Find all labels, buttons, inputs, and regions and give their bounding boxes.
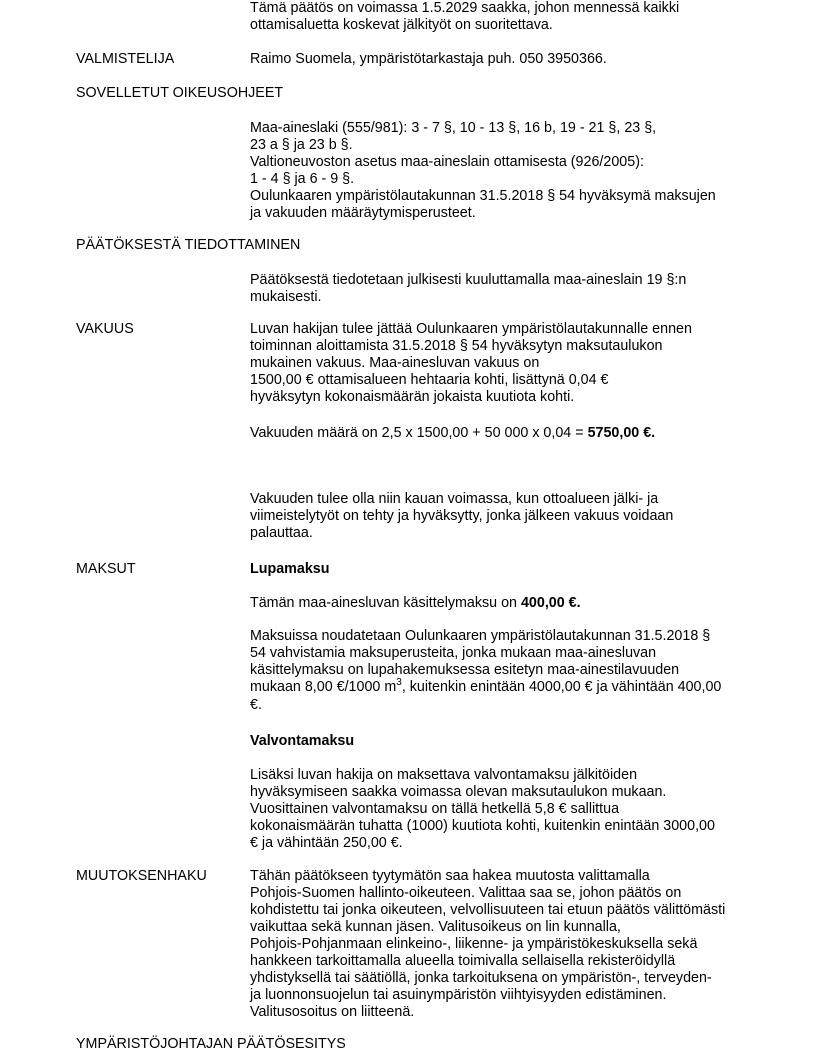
tiedottaminen-line: Päätöksestä tiedotetaan julkisesti kuuluttamalla maa-aineslain 19 §:n [250,272,687,288]
valvontamaksu-line: € ja vähintään 250,00 €. [250,835,403,851]
unit-text: mukaan 8,00 €/1000 m [250,679,397,695]
sovelletut-line: Valtioneuvoston asetus maa-aineslain ottamisesta (926/2005): [250,154,644,170]
tiedottaminen-paragraph [250,272,750,306]
valvontamaksu-paragraph [250,767,750,852]
lupamaksu-line: 54 vahvistamia maksuperusteita, jonka mukaan maa-ainesluvan [250,645,657,661]
vakuus-amount [250,425,750,442]
muutoksenhaku-line: Pohjois-Pohjanmaan elinkeino-, liikenne- ja ympäristökeskuksella sekä [250,936,698,952]
vakuus-paragraph-1 [250,321,750,406]
sovelletut-line: Oulunkaaren ympäristölautakunnan 31.5.2018 § 54 hyväksymä maksujen [250,188,716,204]
lupamaksu-line: €. [250,697,262,713]
vakuus-line: mukainen vakuus. Maa-ainesluvan vakuus on [250,355,540,371]
limit-text: , kuitenkin enintään 4000,00 € ja vähintään 400,00 [401,679,722,695]
vakuus-line: palauttaa. [250,525,313,541]
lupamaksu-fee-value: 400,00 €. [520,595,581,611]
section-label-maksut: MAKSUT [76,561,136,577]
vakuus-amount-text: Vakuuden määrä on 2,5 x 1500,00 + 50 000 x 0,04 = [250,425,588,441]
sovelletut-line: Maa-aineslaki (555/981): 3 - 7 §, 10 - 13 §, 16 b, 19 - 21 §, 23 §, [250,120,657,136]
muutoksenhaku-line: ja luonnonsuojelun tai asuinympäristön viihtyisyyden edistäminen. [250,987,667,1003]
superscript: 3 [396,677,402,688]
section-label-paatosesitys: YMPÄRISTÖJOHTAJAN PÄÄTÖSESITYS [76,1036,346,1052]
muutoksenhaku-line: kohdistettu tai jonka oikeuteen, velvollisuuteen tai etuun päätös välittömästi [250,902,726,918]
lupamaksu-line: Maksuissa noudatetaan Oulunkaaren ympäristölautakunnan 31.5.2018 § [250,628,711,644]
valvontamaksu-heading: Valvontamaksu [250,733,355,749]
section-label-tiedottaminen: PÄÄTÖKSESTÄ TIEDOTTAMINEN [76,237,301,253]
intro-line: Tämä päätös on voimassa 1.5.2029 saakka, johon mennessä kaikki [250,0,680,16]
lupamaksu-line: käsittelymaksu on lupahakemuksessa esitetyn maa-ainestilavuuden [250,662,680,678]
vakuus-amount-value: 5750,00 €. [587,425,656,441]
intro-line: ottamisaluetta koskevat jälkityöt on suoritettava. [250,17,553,33]
vakuus-line: 1500,00 € ottamisalueen hehtaaria kohti, lisättynä 0,04 € [250,372,609,388]
sovelletut-line: ja vakuuden määräytymisperusteet. [250,205,476,221]
vakuus-line: viimeistelytyöt on tehty ja hyväksytty, jonka jälkeen vakuus voidaan [250,508,674,524]
muutoksenhaku-line: Valitusosoitus on liitteenä. [250,1004,415,1020]
lupamaksu-fee-text: Tämän maa-ainesluvan käsittelymaksu on [250,595,521,611]
muutoksenhaku-line: Pohjois-Suomen hallinto-oikeuteen. Valittaa saa se, johon päätös on [250,885,682,901]
lupamaksu-paragraph [250,628,750,714]
muutoksenhaku-line: yhdistyksellä tai säätiöllä, jonka tarkoituksena on ympäristön-, terveyden- [250,970,712,986]
vakuus-line: Luvan hakijan tulee jättää Oulunkaaren ympäristölautakunnalle ennen [250,321,692,337]
vakuus-paragraph-3 [250,491,750,542]
sovelletut-line: 23 a § ja 23 b §. [250,137,353,153]
sovelletut-paragraph [250,120,750,222]
valvontamaksu-line: Lisäksi luvan hakija on maksettava valvontamaksu jälkitöiden [250,767,638,783]
vakuus-line: toiminnan aloittamista 31.5.2018 § 54 hyväksytyn maksutaulukon [250,338,663,354]
section-label-muutoksenhaku: MUUTOKSENHAKU [76,868,207,884]
intro-paragraph [250,0,750,34]
muutoksenhaku-line: hankkeen tarkoittamalla alueella toimivalla sellaisella rekisteröidyllä [250,953,676,969]
vakuus-line: hyväksytyn kokonaismäärän jokaista kuutiota kohti. [250,389,575,405]
section-label-valmistelija: VALMISTELIJA [76,51,175,67]
section-label-sovelletut-oikeusohjeet: SOVELLETUT OIKEUSOHJEET [76,85,284,101]
valvontamaksu-line: Vuosittainen valvontamaksu on tällä hetkellä 5,8 € sallittua [250,801,620,817]
sovelletut-line: 1 - 4 § ja 6 - 9 §. [250,171,355,187]
section-label-vakuus: VAKUUS [76,321,134,337]
vakuus-line: Vakuuden tulee olla niin kauan voimassa, kun ottoalueen jälki- ja [250,491,659,507]
muutoksenhaku-line: Tähän päätökseen tyytymätön saa hakea muutosta valittamalla [250,868,650,884]
muutoksenhaku-paragraph [250,868,750,1021]
lupamaksu-fee [250,595,750,612]
valvontamaksu-line: hyväksymiseen saakka voimassa olevan maksutaulukon mukaan. [250,784,667,800]
valmistelija-text: Raimo Suomela, ympäristötarkastaja puh. 050 3950366. [250,51,607,67]
lupamaksu-heading: Lupamaksu [250,561,330,577]
muutoksenhaku-line: vaikuttaa sekä kunnan jäsen. Valitusoikeus on lin kunnalla, [250,919,621,935]
valvontamaksu-line: kokonaismäärän tuhatta (1000) kuutiota kohti, kuitenkin enintään 3000,00 [250,818,715,834]
tiedottaminen-line: mukaisesti. [250,289,322,305]
lupamaksu-line [250,679,750,697]
